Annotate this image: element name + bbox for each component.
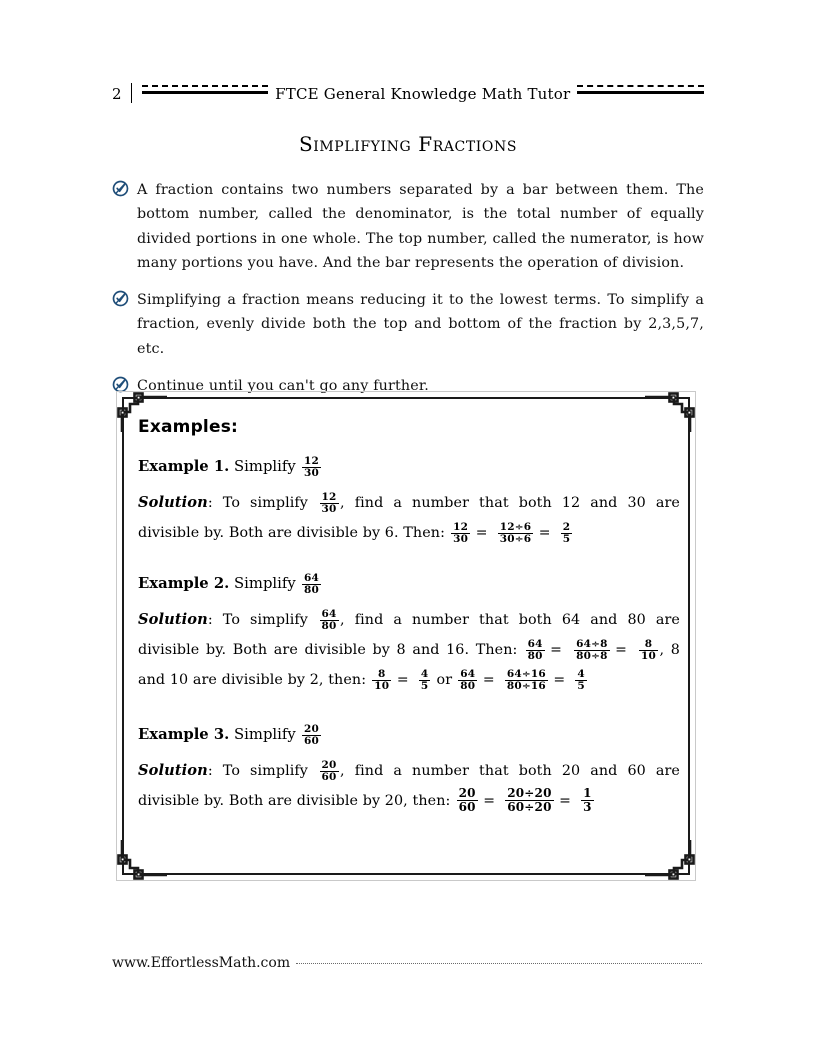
fraction-numerator: 8: [644, 638, 653, 651]
fraction-denominator: 80: [460, 680, 476, 693]
fraction-numerator: 4: [420, 668, 429, 681]
fraction-numerator: 12: [453, 521, 469, 534]
bullet-list: [112, 178, 704, 411]
dotted-leader-icon: [296, 963, 702, 964]
solution-text-1: : To simplify: [207, 763, 308, 779]
fraction-numerator: 64÷8: [576, 638, 608, 651]
fraction: [451, 522, 470, 545]
equals-sign: =: [538, 525, 551, 541]
fraction: [419, 669, 431, 692]
fraction-numerator: 64÷16: [506, 668, 546, 681]
example-prompt-lead: Simplify: [234, 726, 296, 743]
fraction-denominator: 60÷20: [507, 800, 552, 814]
fraction-denominator: 60: [458, 800, 476, 814]
example-label: Example 2.: [138, 575, 230, 592]
fraction-numerator: 8: [378, 668, 386, 681]
fraction-denominator: 80: [527, 650, 543, 663]
fraction-numerator: 64: [303, 572, 319, 585]
fraction-denominator: 10: [641, 650, 657, 663]
check-circle-icon: [112, 288, 137, 307]
fraction-numerator: 20÷20: [507, 786, 552, 801]
fraction-denominator: 3: [583, 800, 592, 814]
list-item: [112, 288, 704, 361]
fraction: [581, 787, 594, 813]
header-title: FTCE General Knowledge Math Tutor: [275, 85, 571, 103]
page-title: Simplifying Fractions: [298, 132, 518, 156]
equals-sign: =: [396, 672, 409, 688]
footer-website[interactable]: www.EffortlessMath.com: [112, 955, 291, 971]
example-title-1: [138, 453, 680, 481]
fraction-denominator: 80÷16: [506, 680, 546, 693]
fraction-denominator: 60: [321, 771, 337, 784]
example-block-1: [138, 453, 680, 548]
fraction: [505, 669, 548, 692]
list-item: [112, 178, 704, 275]
example-prompt-lead: Simplify: [234, 575, 296, 592]
fraction: [639, 639, 658, 662]
equals-sign: =: [483, 793, 496, 809]
fraction-numerator: 4: [577, 668, 585, 681]
fraction: [575, 669, 587, 692]
fraction-numerator: 20: [321, 759, 337, 772]
fraction: [457, 787, 478, 813]
fraction: [505, 787, 553, 813]
example-title-3: [138, 721, 680, 749]
fraction-numerator: 12: [303, 455, 319, 468]
fraction-denominator: 80: [321, 620, 337, 633]
fraction: [302, 724, 321, 747]
fraction-numerator: 20: [303, 723, 319, 736]
fraction-numerator: 12÷6: [499, 521, 532, 534]
solution-middle-text: , 8 and 10 are divisible by 2, then:: [138, 642, 680, 688]
or-text: or: [436, 672, 453, 688]
example-label: Example 3.: [138, 726, 230, 743]
list-item-text: Continue until you can't go any further.: [137, 378, 429, 395]
solution-text-2: , find a number that both 20 and 60 are divisible by. Both are divisible by 20, then:: [138, 763, 680, 809]
fraction: [320, 760, 339, 783]
header-divider: [131, 83, 132, 103]
example-label: Example 1.: [138, 458, 230, 475]
fraction-denominator: 30: [453, 533, 469, 546]
header-rule-left-icon: [142, 85, 269, 99]
fraction-denominator: 5: [420, 680, 429, 693]
example-block-3: [138, 721, 680, 816]
examples-box: [110, 385, 702, 887]
solution-text-1: : To simplify: [207, 495, 308, 511]
equals-sign: =: [475, 525, 488, 541]
fraction: [302, 573, 321, 596]
equals-sign: =: [553, 672, 566, 688]
fraction: [458, 669, 477, 692]
fraction-denominator: 80÷8: [576, 650, 608, 663]
fraction: [561, 522, 573, 545]
solution-label: Solution: [138, 494, 208, 511]
solution-label: Solution: [138, 762, 208, 779]
fraction-numerator: 64: [321, 608, 337, 621]
examples-content: [138, 417, 680, 867]
equals-sign: =: [559, 793, 571, 809]
page-number: 2: [112, 85, 122, 103]
fraction-denominator: 5: [562, 533, 571, 546]
equals-sign: =: [615, 642, 627, 658]
fraction-denominator: 30: [321, 503, 337, 516]
fraction-numerator: 12: [321, 491, 337, 504]
examples-heading: Examples:: [138, 417, 239, 437]
fraction: [498, 522, 534, 545]
example-solution-3: [138, 756, 680, 816]
fraction-numerator: 64: [527, 638, 543, 651]
fraction: [372, 669, 391, 692]
example-block-2: [138, 570, 680, 695]
fraction-numerator: 1: [583, 786, 592, 801]
fraction: [320, 492, 339, 515]
example-solution-2: [138, 605, 680, 695]
fraction-denominator: 30÷6: [499, 533, 532, 546]
fraction-denominator: 10: [374, 680, 390, 693]
fraction-numerator: 2: [562, 521, 571, 534]
equals-sign: =: [482, 672, 495, 688]
list-item-text: A fraction contains two numbers separated by a bar between them. The bottom number, called the denominator, is the total number of equally divided portions in one whole. The top number, called the numerator, is how many portions you have. And the bar represents the operation of division.: [137, 182, 704, 271]
page-footer: [112, 955, 702, 971]
fraction: [320, 609, 339, 632]
solution-text-2: , find a number that both 64 and 80 are divisible by. Both are divisible by 8 and 16. Then:: [138, 612, 680, 658]
fraction-denominator: 80: [303, 584, 319, 597]
fraction-denominator: 60: [303, 735, 319, 748]
fraction-denominator: 5: [577, 680, 585, 693]
fraction-numerator: 20: [458, 786, 476, 801]
page-header: [112, 76, 704, 104]
header-rule-right-icon: [577, 85, 704, 99]
example-prompt-lead: Simplify: [234, 458, 296, 475]
fraction-numerator: 64: [460, 668, 476, 681]
check-circle-icon: [112, 178, 137, 197]
fraction-denominator: 30: [303, 467, 319, 480]
example-solution-1: [138, 488, 680, 548]
solution-text-2: , find a number that both 12 and 30 are divisible by. Both are divisible by 6. Then:: [138, 495, 680, 541]
fraction: [302, 456, 321, 479]
solution-label: Solution: [138, 611, 208, 628]
fraction: [526, 639, 545, 662]
equals-sign: =: [550, 642, 562, 658]
fraction: [574, 639, 610, 662]
solution-text-1: : To simplify: [207, 612, 308, 628]
example-title-2: [138, 570, 680, 598]
list-item-text: Simplifying a fraction means reducing it to the lowest terms. To simplify a fraction, evenly divide both the top and bottom of the fraction by 2,3,5,7, etc.: [137, 292, 704, 357]
